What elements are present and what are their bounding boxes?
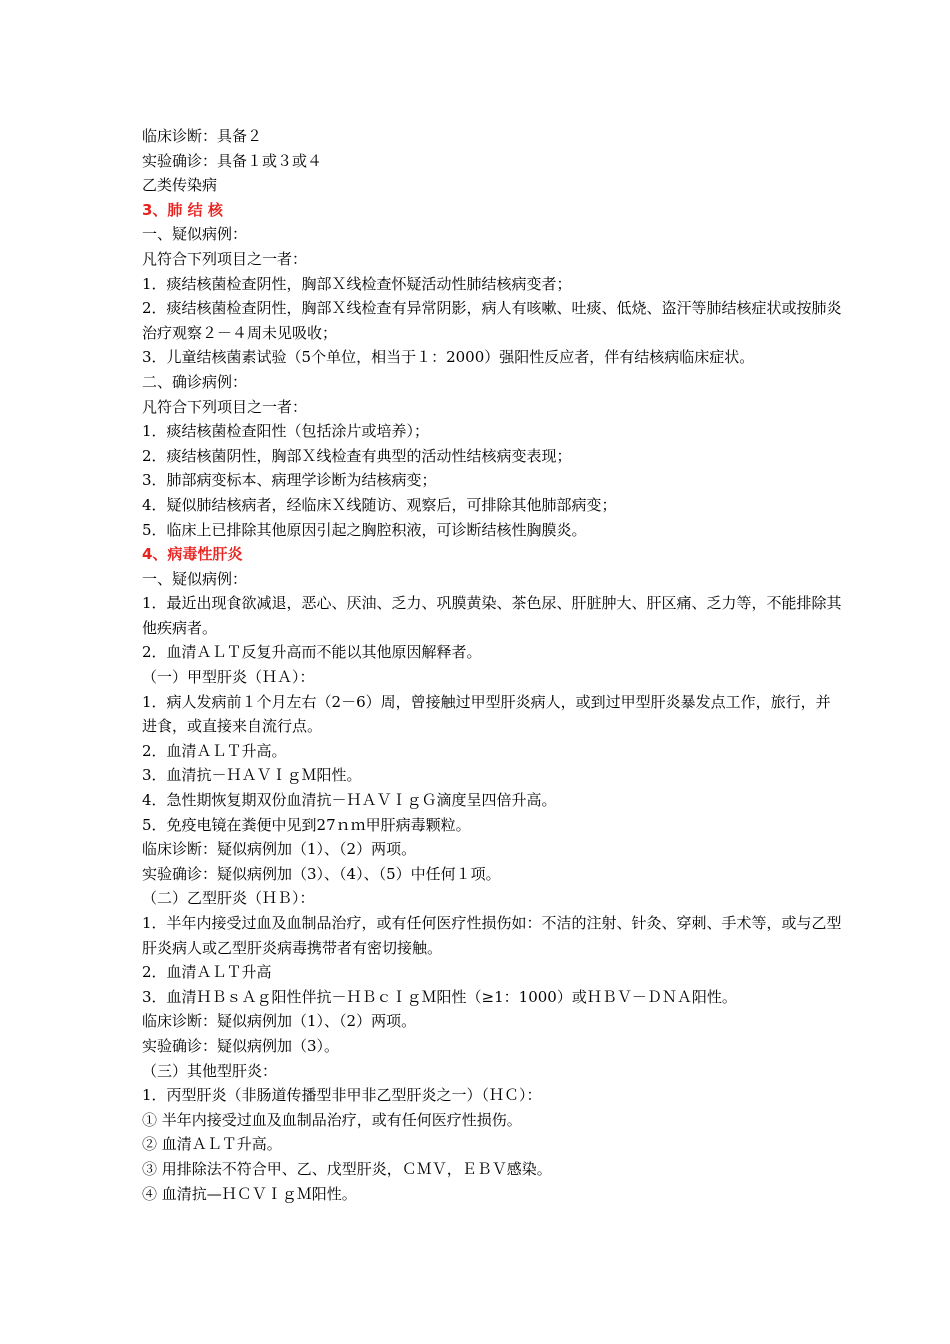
text-line: ① 半年内接受过血及血制品治疗，或有任何医疗性损伤。 [142, 1110, 522, 1129]
text-line: 3．血清抗－ＨＡＶＩｇＭ阳性。 [142, 766, 362, 785]
text-line: 乙类传染病 [142, 176, 218, 195]
text-line: 1．丙型肝炎（非肠道传播型非甲非乙型肝炎之一）（ＨＣ）： [142, 1086, 542, 1105]
text-line: 一、疑似病例： [142, 569, 248, 588]
text-line: 5．临床上已排除其他原因引起之胸腔积液，可诊断结核性胸膜炎。 [142, 520, 587, 539]
text-paragraph: 1．病人发病前１个月左右（2－6）周，曾接触过甲型肝炎病人，或到过甲型肝炎暴发点工作，旅行，并进食，或直接来自流行点。 [142, 692, 831, 736]
text-line: 临床诊断：具备２ [142, 127, 263, 145]
text-line: 2．血清ＡＬＴ升高 [142, 963, 272, 982]
text-line: ③ 用排除法不符合甲、乙、戊型肝炎，ＣＭＶ，ＥＢＶ感染。 [142, 1159, 552, 1178]
text-line: 1．痰结核菌检查阴性，胸部Ｘ线检查怀疑活动性肺结核病变者； [142, 274, 572, 293]
text-line: 实验确诊：具备１或３或４ [142, 151, 323, 170]
text-line: 2．血清ＡＬＴ反复升高而不能以其他原因解释者。 [142, 643, 482, 662]
text-line: 实验确诊：疑似病例加（3）。 [142, 1036, 340, 1055]
text-line: 5．免疫电镜在粪便中见到27ｎｍ甲肝病毒颗粒。 [142, 815, 471, 834]
text-line: 2．血清ＡＬＴ升高。 [142, 741, 287, 760]
text-line: 实验确诊：疑似病例加（3）、（4）、（5）中任何１项。 [142, 864, 501, 883]
text-line: 凡符合下列项目之一者： [142, 397, 308, 416]
text-line: ④ 血清抗—ＨＣＶＩｇＭ阳性。 [142, 1184, 357, 1203]
text-line: 1．痰结核菌检查阳性（包括涂片或培养）； [142, 422, 430, 441]
section-heading: 4、病毒性肝炎 [142, 545, 243, 564]
text-line: 2．痰结核菌阴性，胸部Ｘ线检查有典型的活动性结核病变表现； [142, 446, 572, 465]
text-line: （二）乙型肝炎（ＨＢ）： [142, 889, 315, 908]
text-line: 3．血清ＨＢｓＡｇ阳性伴抗－ＨＢｃＩｇＭ阳性（≥1：1000）或ＨＢＶ－ＤＮＡ阳性。 [142, 987, 737, 1006]
text-line: 3．肺部病变标本、病理学诊断为结核病变； [142, 471, 437, 490]
text-line: 一、疑似病例： [142, 225, 248, 244]
text-line: （一）甲型肝炎（ＨＡ）： [142, 668, 315, 687]
text-line: 临床诊断：疑似病例加（1）、（2）两项。 [142, 1012, 417, 1031]
text-line: 4．急性期恢复期双份血清抗－ＨＡＶＩｇＧ滴度呈四倍升高。 [142, 791, 557, 810]
text-line: （三）其他型肝炎： [142, 1061, 278, 1080]
document-body [142, 124, 842, 1206]
text-line: 二、确诊病例： [142, 372, 248, 391]
text-line: 4．疑似肺结核病者，经临床Ｘ线随访、观察后，可排除其他肺部病变； [142, 495, 617, 514]
text-paragraph: 2．痰结核菌检查阴性，胸部Ｘ线检查有异常阴影，病人有咳嗽、吐痰、低烧、盗汗等肺结核症状或按肺炎治疗观察２－４周未见吸收； [142, 299, 842, 342]
text-line: 凡符合下列项目之一者： [142, 249, 308, 268]
text-line: 临床诊断：疑似病例加（1）、（2）两项。 [142, 840, 417, 859]
text-paragraph: 1．半年内接受过血及血制品治疗，或有任何医疗性损伤如：不洁的注射、针灸、穿刺、手术等，或与乙型肝炎病人或乙型肝炎病毒携带者有密切接触。 [142, 914, 842, 957]
text-line: 3．儿童结核菌素试验（5个单位，相当于１：2000）强阳性反应者，伴有结核病临床症状。 [142, 348, 755, 367]
text-line: ② 血清ＡＬＴ升高。 [142, 1135, 282, 1154]
section-heading: 3、肺 结 核 [142, 200, 223, 219]
text-paragraph: 1．最近出现食欲减退，恶心、厌油、乏力、巩膜黄染、茶色尿、肝脏肿大、肝区痛、乏力等，不能排除其他疾病者。 [142, 594, 842, 637]
